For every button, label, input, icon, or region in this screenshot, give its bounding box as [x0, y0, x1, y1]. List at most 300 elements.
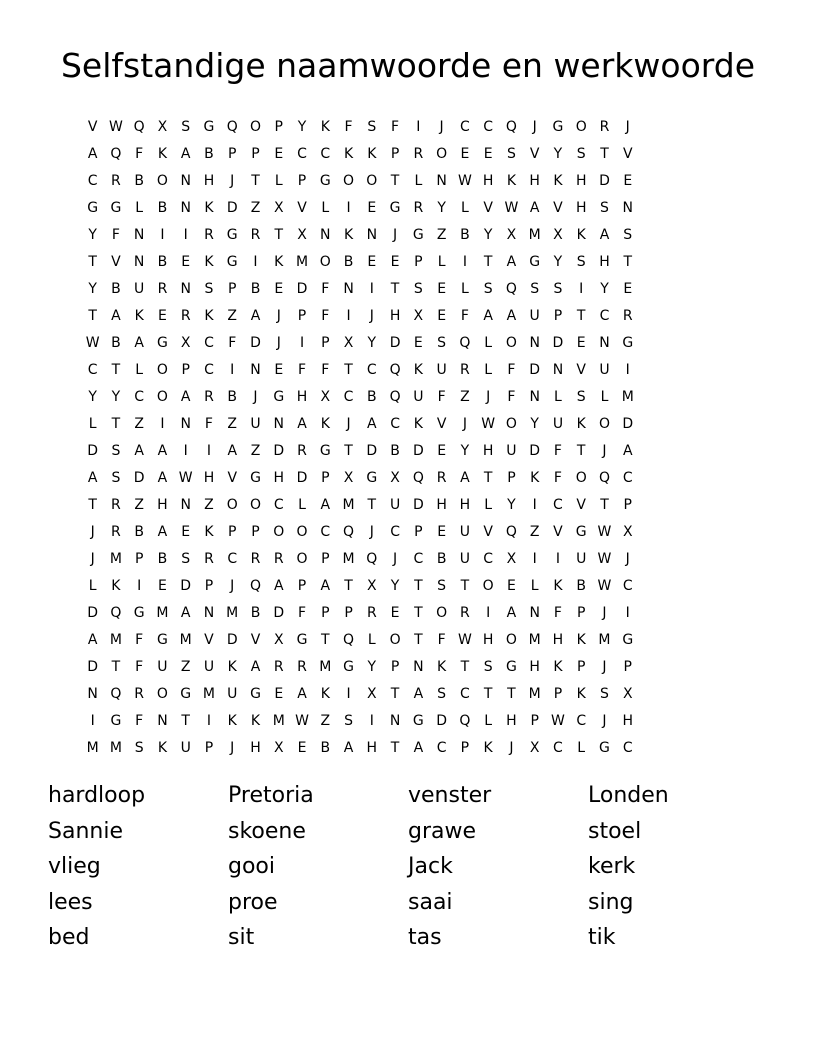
grid-letter: M — [528, 686, 541, 702]
grid-letter: B — [157, 200, 168, 216]
grid-letter: R — [204, 227, 214, 243]
grid-row — [81, 303, 733, 330]
grid-letter: V — [576, 497, 586, 513]
grid-letter: S — [344, 713, 353, 729]
grid-letter: Y — [507, 497, 516, 513]
grid-letter: L — [484, 713, 493, 729]
grid-letter: F — [460, 308, 469, 324]
grid-letter: O — [575, 119, 587, 135]
grid-letter: T — [576, 443, 586, 459]
grid-letter: B — [250, 605, 261, 621]
grid-letter: M — [342, 497, 355, 513]
grid-letter: P — [321, 470, 330, 486]
grid-letter: E — [623, 281, 633, 297]
grid-letter: E — [460, 146, 470, 162]
grid-letter: Q — [505, 281, 517, 297]
grid-letter: U — [599, 362, 610, 378]
grid-letter: I — [183, 443, 188, 459]
grid-letter: X — [367, 686, 377, 702]
grid-letter: A — [599, 227, 610, 243]
grid-letter: X — [157, 119, 168, 135]
grid-letter: K — [506, 173, 516, 189]
grid-letter: Q — [459, 713, 471, 729]
grid-letter: X — [413, 308, 424, 324]
word-list-item: saai — [408, 889, 453, 915]
grid-letter: A — [367, 416, 377, 432]
grid-letter: A — [413, 740, 424, 756]
grid-letter: N — [366, 227, 378, 243]
grid-letter: B — [390, 443, 400, 459]
grid-letter: R — [460, 362, 470, 378]
grid-letter: C — [343, 389, 354, 405]
word-list-item: vlieg — [48, 854, 101, 879]
grid-letter: L — [414, 173, 423, 189]
grid-letter: A — [343, 740, 354, 756]
grid-letter: S — [600, 686, 609, 702]
grid-letter: A — [157, 524, 168, 540]
grid-letter: J — [369, 524, 374, 540]
grid-letter: G — [133, 605, 145, 621]
grid-letter: G — [412, 713, 424, 729]
word-list-item: venster — [408, 783, 492, 808]
grid-letter: O — [319, 254, 331, 270]
grid-letter: Q — [226, 119, 238, 135]
grid-letter: A — [227, 443, 238, 459]
grid-letter: K — [320, 686, 330, 702]
grid-letter: A — [506, 308, 517, 324]
grid-letter: P — [228, 146, 237, 162]
grid-letter: X — [622, 686, 633, 702]
page-title: Selfstandige naamwoorde en werkwoorde — [60, 46, 756, 85]
grid-letter: Z — [460, 389, 470, 405]
grid-letter: P — [321, 335, 330, 351]
grid-letter: M — [295, 254, 309, 270]
grid-letter: O — [156, 173, 168, 189]
grid-letter: T — [251, 173, 260, 189]
grid-letter: X — [367, 578, 377, 594]
grid-letter: R — [157, 281, 168, 297]
grid-letter: N — [529, 605, 540, 621]
grid-letter: X — [273, 740, 284, 756]
grid-letter: V — [553, 524, 563, 540]
grid-letter: G — [575, 524, 587, 540]
grid-letter: F — [391, 119, 400, 135]
grid-letter: P — [321, 551, 330, 567]
grid-letter: U — [157, 659, 168, 675]
grid-letter: J — [602, 659, 607, 675]
grid-letter: V — [204, 632, 214, 648]
grid-letter: G — [226, 254, 238, 270]
grid-letter: S — [506, 146, 516, 162]
grid-letter: X — [273, 632, 284, 648]
grid-letter: L — [88, 578, 97, 594]
grid-letter: M — [621, 389, 634, 405]
grid-letter: G — [505, 659, 517, 675]
grid-letter: I — [206, 713, 212, 729]
grid-letter: T — [111, 362, 121, 378]
grid-letter: N — [250, 362, 261, 378]
grid-letter: T — [483, 686, 493, 702]
grid-letter: N — [180, 281, 191, 297]
grid-letter: J — [230, 740, 235, 756]
grid-letter: F — [135, 632, 144, 648]
grid-letter: O — [505, 632, 517, 648]
grid-letter: U — [552, 416, 564, 432]
word-list-item: Jack — [408, 854, 453, 879]
grid-row — [81, 276, 733, 303]
grid-letter: H — [459, 497, 471, 513]
grid-letter: M — [109, 632, 122, 648]
grid-letter: S — [600, 200, 609, 216]
grid-letter: T — [111, 659, 121, 675]
grid-letter: G — [389, 200, 401, 216]
grid-letter: C — [320, 524, 331, 540]
grid-letter: H — [366, 740, 378, 756]
grid-letter: U — [389, 497, 401, 513]
grid-letter: H — [250, 740, 261, 756]
grid-letter: P — [507, 470, 516, 486]
grid-letter: B — [436, 551, 447, 567]
grid-letter: A — [413, 686, 424, 702]
grid-letter: K — [413, 362, 423, 378]
grid-letter: B — [320, 740, 331, 756]
grid-row — [81, 492, 733, 519]
grid-letter: S — [181, 119, 191, 135]
grid-letter: T — [414, 605, 423, 621]
grid-letter: H — [389, 308, 401, 324]
grid-letter: I — [346, 686, 351, 702]
word-list-item: hardloop — [48, 783, 146, 808]
grid-letter: I — [90, 713, 95, 729]
grid-letter: E — [437, 281, 447, 297]
grid-letter: Z — [320, 713, 331, 729]
grid-letter: E — [483, 146, 493, 162]
grid-letter: X — [320, 389, 331, 405]
grid-letter: I — [183, 227, 188, 243]
grid-letter: M — [598, 632, 611, 648]
word-list-item: skoene — [228, 818, 306, 844]
grid-letter: L — [367, 632, 376, 648]
grid-letter: E — [274, 281, 284, 297]
grid-row — [81, 222, 733, 249]
grid-letter: K — [367, 146, 377, 162]
grid-letter: Y — [111, 389, 121, 405]
grid-letter: L — [460, 200, 469, 216]
grid-letter: P — [228, 524, 237, 540]
grid-letter: B — [157, 254, 168, 270]
grid-letter: F — [437, 632, 446, 648]
grid-letter: I — [253, 254, 258, 270]
grid-letter: T — [576, 308, 586, 324]
grid-letter: J — [276, 308, 281, 324]
grid-letter: R — [297, 443, 307, 459]
grid-letter: V — [529, 146, 540, 162]
grid-letter: I — [532, 551, 537, 567]
grid-letter: R — [273, 551, 284, 567]
grid-letter: Y — [88, 227, 97, 243]
grid-letter: P — [204, 578, 214, 594]
grid-letter: Q — [343, 632, 355, 648]
grid-letter: P — [623, 659, 632, 675]
grid-letter: I — [160, 416, 165, 432]
grid-letter: E — [437, 524, 447, 540]
grid-letter: Q — [598, 470, 610, 486]
grid-letter: K — [111, 578, 121, 594]
grid-letter: D — [273, 605, 285, 621]
grid-row — [81, 546, 733, 573]
grid-letter: J — [602, 713, 607, 729]
grid-letter: C — [553, 740, 563, 756]
word-list-item: Sannie — [48, 818, 123, 844]
grid-letter: U — [227, 686, 238, 702]
word-list-item: proe — [228, 889, 278, 915]
grid-letter: C — [204, 362, 214, 378]
grid-letter: C — [366, 362, 377, 378]
grid-letter: V — [227, 470, 238, 486]
grid-letter: R — [134, 686, 145, 702]
grid-letter: P — [414, 254, 423, 270]
grid-letter: T — [600, 497, 609, 513]
grid-letter: P — [274, 119, 283, 135]
grid-letter: F — [321, 308, 330, 324]
grid-letter: K — [134, 308, 144, 324]
grid-letter: H — [436, 497, 447, 513]
grid-letter: I — [206, 443, 212, 459]
grid-letter: F — [321, 362, 330, 378]
grid-letter: W — [597, 578, 612, 594]
grid-letter: L — [321, 200, 330, 216]
grid-letter: V — [483, 524, 493, 540]
grid-letter: M — [179, 632, 192, 648]
grid-letter: U — [576, 551, 587, 567]
grid-letter: M — [156, 605, 169, 621]
grid-letter: Y — [367, 335, 377, 351]
grid-letter: T — [88, 254, 97, 270]
grid-letter: U — [529, 308, 540, 324]
grid-row — [81, 249, 733, 276]
grid-letter: A — [273, 578, 284, 594]
grid-letter: J — [253, 389, 258, 405]
grid-letter: C — [483, 119, 494, 135]
grid-letter: G — [296, 632, 308, 648]
grid-letter: Q — [110, 686, 122, 702]
grid-letter: T — [344, 578, 353, 594]
grid-letter: T — [181, 713, 190, 729]
grid-letter: G — [366, 470, 378, 486]
grid-letter: J — [230, 173, 235, 189]
grid-letter: D — [296, 470, 308, 486]
grid-letter: L — [135, 200, 144, 216]
grid-letter: C — [227, 551, 238, 567]
grid-letter: P — [553, 686, 563, 702]
grid-row — [81, 330, 733, 357]
grid-letter: S — [483, 659, 493, 675]
grid-letter: C — [87, 173, 98, 189]
grid-letter: J — [462, 416, 467, 432]
grid-letter: G — [250, 470, 261, 486]
grid-letter: N — [157, 713, 168, 729]
grid-letter: F — [204, 416, 213, 432]
grid-letter: X — [390, 470, 400, 486]
grid-letter: P — [623, 497, 632, 513]
grid-letter: O — [156, 389, 168, 405]
grid-letter: J — [439, 119, 444, 135]
grid-letter: H — [482, 632, 494, 648]
grid-letter: J — [625, 551, 630, 567]
grid-letter: B — [343, 254, 354, 270]
grid-letter: V — [483, 200, 493, 216]
grid-letter: E — [506, 578, 516, 594]
grid-letter: I — [625, 605, 630, 621]
grid-letter: Z — [134, 497, 144, 513]
grid-letter: C — [87, 362, 98, 378]
grid-letter: N — [180, 200, 191, 216]
grid-letter: P — [414, 524, 423, 540]
grid-letter: P — [390, 146, 400, 162]
grid-letter: Z — [529, 524, 540, 540]
grid-letter: R — [250, 227, 261, 243]
grid-letter: H — [529, 173, 540, 189]
grid-letter: E — [274, 686, 284, 702]
grid-letter: Q — [110, 146, 122, 162]
grid-letter: P — [553, 308, 563, 324]
grid-row — [81, 573, 733, 600]
grid-letter: Q — [505, 119, 517, 135]
grid-letter: H — [203, 470, 215, 486]
grid-letter: G — [552, 119, 564, 135]
grid-letter: N — [180, 416, 191, 432]
grid-letter: V — [576, 362, 586, 378]
grid-letter: C — [622, 740, 633, 756]
word-list-item: Pretoria — [228, 783, 314, 808]
grid-letter: R — [111, 173, 121, 189]
grid-letter: Q — [389, 362, 401, 378]
grid-letter: I — [486, 605, 491, 621]
word-list-item: tas — [408, 925, 442, 950]
grid-letter: X — [343, 470, 354, 486]
grid-letter: D — [529, 443, 541, 459]
grid-letter: K — [553, 578, 563, 594]
grid-letter: F — [135, 146, 144, 162]
grid-letter: J — [393, 551, 398, 567]
grid-letter: N — [529, 335, 540, 351]
grid-letter: A — [134, 335, 144, 351]
grid-letter: R — [250, 551, 261, 567]
grid-letter: A — [180, 389, 191, 405]
word-list-item: stoel — [588, 818, 642, 844]
grid-letter: D — [273, 443, 285, 459]
grid-letter: E — [437, 443, 447, 459]
grid-letter: E — [158, 578, 167, 594]
grid-letter: E — [274, 362, 284, 378]
grid-letter: P — [297, 308, 307, 324]
grid-letter: A — [506, 254, 517, 270]
grid-letter: K — [437, 659, 447, 675]
grid-letter: Z — [250, 443, 261, 459]
grid-letter: N — [389, 713, 401, 729]
grid-letter: D — [599, 173, 610, 189]
grid-letter: A — [460, 470, 470, 486]
grid-row — [81, 168, 733, 195]
grid-letter: T — [414, 632, 423, 648]
grid-letter: D — [226, 632, 238, 648]
grid-letter: E — [437, 308, 447, 324]
grid-letter: A — [180, 605, 191, 621]
grid-letter: L — [577, 740, 586, 756]
grid-letter: L — [554, 389, 562, 405]
grid-letter: L — [484, 362, 493, 378]
grid-row — [81, 114, 733, 141]
grid-letter: B — [367, 389, 377, 405]
grid-letter: I — [532, 497, 537, 513]
grid-letter: D — [552, 335, 564, 351]
grid-letter: D — [133, 470, 145, 486]
grid-letter: H — [482, 443, 494, 459]
grid-letter: E — [274, 146, 284, 162]
grid-letter: O — [226, 497, 238, 513]
grid-row — [81, 627, 733, 654]
grid-letter: O — [505, 335, 517, 351]
grid-letter: J — [230, 578, 235, 594]
grid-letter: I — [369, 713, 374, 729]
grid-letter: E — [297, 740, 307, 756]
grid-letter: K — [576, 416, 586, 432]
grid-letter: G — [180, 686, 192, 702]
grid-letter: U — [506, 443, 517, 459]
grid-letter: I — [346, 200, 351, 216]
grid-row — [81, 654, 733, 681]
grid-letter: H — [273, 470, 285, 486]
grid-letter: S — [576, 254, 586, 270]
grid-letter: Y — [600, 281, 609, 297]
grid-letter: J — [393, 227, 398, 243]
word-list-item: lees — [48, 889, 93, 915]
grid-letter: F — [321, 281, 330, 297]
grid-letter: A — [87, 146, 98, 162]
word-list-column — [228, 778, 408, 956]
grid-letter: M — [272, 713, 285, 729]
grid-letter: F — [553, 605, 562, 621]
grid-letter: M — [86, 740, 99, 756]
grid-letter: N — [133, 227, 145, 243]
grid-letter: D — [366, 443, 378, 459]
grid-letter: G — [319, 173, 331, 189]
grid-letter: D — [622, 416, 634, 432]
grid-letter: N — [436, 173, 447, 189]
grid-letter: U — [436, 362, 447, 378]
grid-letter: F — [344, 119, 353, 135]
word-list — [48, 778, 768, 956]
grid-letter: K — [227, 659, 237, 675]
grid-letter: Y — [88, 389, 97, 405]
grid-letter: G — [412, 227, 424, 243]
grid-letter: S — [111, 470, 121, 486]
grid-letter: X — [180, 335, 191, 351]
grid-row — [81, 195, 733, 222]
grid-letter: K — [204, 524, 214, 540]
grid-letter: H — [296, 389, 308, 405]
grid-letter: G — [226, 227, 238, 243]
grid-letter: P — [228, 281, 237, 297]
grid-letter: Q — [249, 578, 261, 594]
grid-letter: N — [320, 227, 331, 243]
grid-row — [81, 519, 733, 546]
grid-letter: O — [156, 362, 168, 378]
grid-letter: Z — [180, 659, 191, 675]
grid-letter: S — [367, 119, 377, 135]
grid-letter: R — [436, 470, 447, 486]
grid-letter: I — [346, 308, 351, 324]
